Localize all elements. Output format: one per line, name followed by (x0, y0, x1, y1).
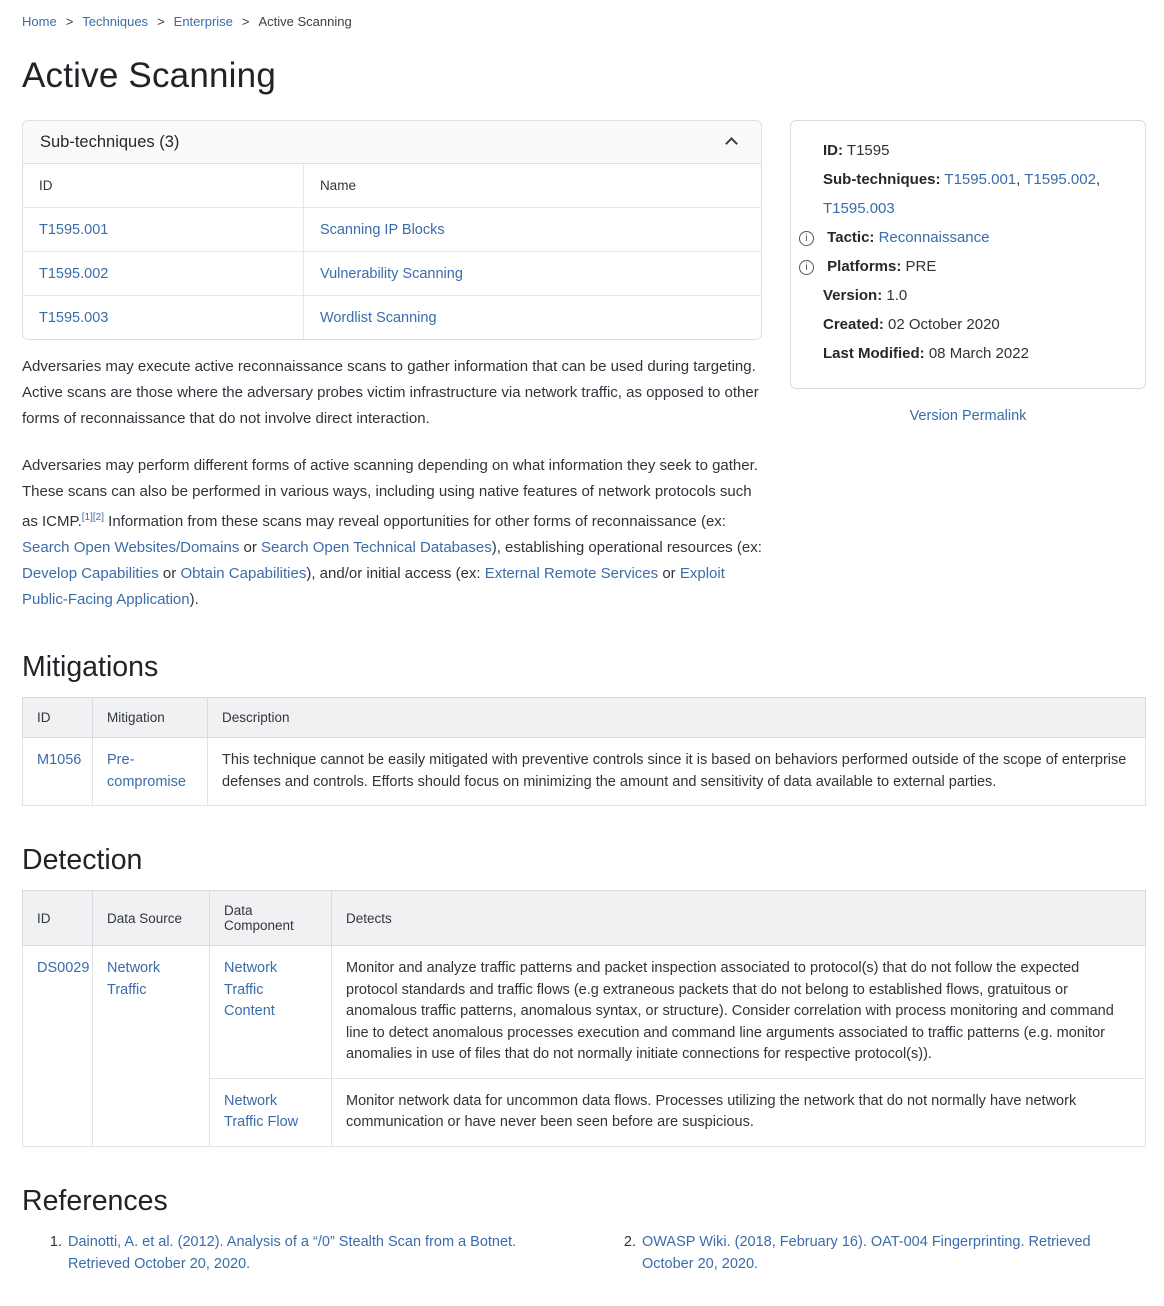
info-row-id (823, 136, 1129, 165)
breadcrumb-current: Active Scanning (258, 14, 352, 29)
subtechnique-link[interactable]: T1595.003 (823, 200, 895, 217)
inline-link[interactable]: Search Open Technical Databases (261, 539, 492, 556)
reference-link[interactable]: OWASP Wiki. (2018, February 16). OAT-004 Fingerprinting. Retrieved October 20, 2020. (642, 1233, 1091, 1272)
table-row (23, 208, 761, 252)
breadcrumb-separator: > (157, 14, 165, 29)
paragraph-text: ). (189, 591, 199, 608)
created-label: Created: (823, 316, 884, 333)
subtechniques-col-id: ID (23, 164, 303, 208)
description-paragraph-1: Adversaries may execute active reconnaissance scans to gather information that can be used during targeting. Active scans are those where the adversary probes victim infrastructure via network traffic, as opposed to other forms of reconnaissance that do not involve direct interaction. (22, 358, 759, 427)
paragraph-text: or (158, 565, 181, 582)
breadcrumb-enterprise[interactable]: Enterprise (173, 14, 233, 29)
mitigations-col-description: Description (208, 698, 1146, 738)
reference-link[interactable]: Dainotti, A. et al. (2012). Analysis of a “/0” Stealth Scan from a Botnet. Retrieved October 20, 2020. (68, 1233, 517, 1272)
subtechnique-name-link[interactable]: Scanning IP Blocks (319, 221, 445, 238)
info-row-version (823, 281, 1129, 310)
data-component-link[interactable]: Network Traffic Flow (224, 1092, 299, 1130)
data-component-link[interactable]: Network Traffic Content (224, 960, 278, 1019)
data-source-link[interactable]: Network Traffic (107, 960, 161, 998)
subtechnique-id-link[interactable]: T1595.001 (39, 221, 109, 238)
info-icon[interactable]: i (799, 231, 814, 246)
subtechniques-col-name: Name (319, 178, 356, 193)
subtechniques-label: Sub-techniques: (823, 171, 941, 188)
paragraph-text: or (239, 539, 262, 556)
subtechnique-id-link[interactable]: T1595.003 (39, 309, 109, 326)
detects-text: Monitor and analyze traffic patterns and packet inspection associated to protocol(s) that do not follow the expected protocol standards and traffic flows (e.g extraneous packets that do not belong to established flows, gratuitous or anomalous traffic patterns, anomalous syntax, or structure). Consider correlation with process monitoring and command line to detect anomalous processes execution and command line arguments associated to traffic patterns (e.g. monitor anomalies in use of files that do not normally initiate connections for respective protocol(s)). (332, 946, 1146, 1079)
data-source-id-link[interactable]: DS0029 (37, 960, 90, 976)
paragraph-text: ), and/or initial access (ex: (306, 565, 485, 582)
breadcrumb-separator: > (65, 14, 74, 29)
subtechnique-name-link[interactable]: Vulnerability Scanning (319, 265, 463, 282)
subtechnique-link[interactable]: T1595.002 (1024, 171, 1096, 188)
paragraph-text: or (658, 565, 680, 582)
info-column (790, 120, 1146, 424)
platforms-label: Platforms: (827, 258, 902, 275)
subtechniques-card-header (23, 121, 761, 164)
paragraph-text: ), establishing operational resources (ex: (491, 539, 762, 556)
subtechnique-name-link[interactable]: Wordlist Scanning (319, 309, 437, 326)
info-row-created (823, 310, 1129, 339)
subtechniques-card-title: Sub-techniques (3) (40, 132, 180, 151)
link-separator: , (1095, 171, 1101, 188)
page-title: Active Scanning (22, 56, 276, 95)
version-permalink-link[interactable]: Version Permalink (909, 408, 1027, 424)
tactic-link[interactable]: Reconnaissance (878, 229, 990, 246)
mitigations-col-mitigation: Mitigation (93, 698, 208, 738)
detection-col-component: Data Component (210, 891, 332, 946)
mitigations-heading: Mitigations (22, 651, 159, 683)
table-row (23, 252, 761, 296)
references-heading: References (22, 1184, 168, 1217)
info-row-modified (823, 339, 1129, 368)
detection-heading: Detection (22, 844, 143, 876)
platforms-value: PRE (905, 258, 937, 275)
version-value: 1.0 (886, 287, 908, 304)
detection-col-id: ID (23, 891, 93, 946)
mitigations-col-id: ID (23, 698, 93, 738)
breadcrumb-techniques[interactable]: Techniques (82, 14, 149, 29)
detects-text: Monitor network data for uncommon data flows. Processes utilizing the network that do not normally have network communication or have never been seen before are suspicious. (332, 1078, 1146, 1146)
top-section (22, 120, 1146, 613)
info-icon[interactable]: i (799, 260, 814, 275)
subtechnique-id-link[interactable]: T1595.002 (39, 265, 109, 282)
paragraph-text: Information from these scans may reveal opportunities for other forms of reconnaissance (ex: (104, 513, 726, 530)
version-label: Version: (823, 287, 883, 304)
created-value: 02 October 2020 (888, 316, 1000, 333)
last-modified-label: Last Modified: (823, 345, 925, 362)
mitigation-id-link[interactable]: M1056 (37, 752, 82, 768)
tactic-label: Tactic: (827, 229, 875, 246)
technique-info-card (790, 120, 1146, 389)
table-row (23, 738, 1146, 806)
reference-number: 1. (49, 1233, 62, 1250)
list-item (42, 1231, 570, 1276)
detection-table (22, 890, 1146, 1147)
mitigations-table (22, 697, 1146, 806)
table-row (23, 296, 761, 340)
info-row-platforms (805, 252, 1129, 281)
paragraph-text: Adversaries may perform different forms of active scanning depending on what information they seek to gather. These scans can also be performed in various ways, including using native features of network protocols such as ICMP. (22, 457, 758, 530)
detection-col-source: Data Source (93, 891, 210, 946)
breadcrumb (22, 14, 1146, 29)
mitigation-description: This technique cannot be easily mitigated with preventive controls since it is based on behaviors performed outside of the scope of enterprise defenses and controls. Efforts should focus on minimizing the amount and sensitivity of data available to external parties. (208, 738, 1146, 806)
subtechnique-link[interactable]: T1595.001 (944, 171, 1017, 188)
mitigation-name-link[interactable]: Pre-compromise (107, 752, 186, 790)
breadcrumb-home[interactable]: Home (22, 14, 57, 29)
last-modified-value: 08 March 2022 (928, 345, 1029, 362)
id-value: T1595 (846, 142, 890, 159)
table-row (23, 946, 1146, 1079)
id-label: ID: (823, 142, 843, 159)
list-item (616, 1231, 1144, 1276)
detection-col-detects: Detects (332, 891, 1146, 946)
references-list (22, 1231, 1146, 1276)
breadcrumb-separator: > (241, 14, 250, 29)
inline-link[interactable]: Exploit Public-Facing Application (22, 565, 725, 608)
reference-number: 2. (623, 1233, 636, 1250)
info-row-tactic (805, 223, 1129, 252)
citation-marker[interactable]: [2] (92, 512, 104, 523)
inline-link[interactable]: Search Open Websites/Domains (22, 539, 240, 556)
collapse-toggle-button[interactable] (719, 132, 744, 152)
link-separator: , (1016, 171, 1021, 188)
description-paragraph-2 (22, 453, 762, 613)
inline-link[interactable]: External Remote Services (484, 565, 659, 582)
chevron-up-icon (725, 137, 738, 150)
info-row-subtechniques (823, 165, 1129, 223)
main-column (22, 120, 762, 613)
inline-link[interactable]: Obtain Capabilities (180, 565, 307, 582)
subtechniques-table (23, 164, 761, 339)
subtechniques-card (22, 120, 762, 340)
inline-link[interactable]: Develop Capabilities (22, 565, 159, 582)
citation-marker[interactable]: [1] (81, 512, 93, 523)
